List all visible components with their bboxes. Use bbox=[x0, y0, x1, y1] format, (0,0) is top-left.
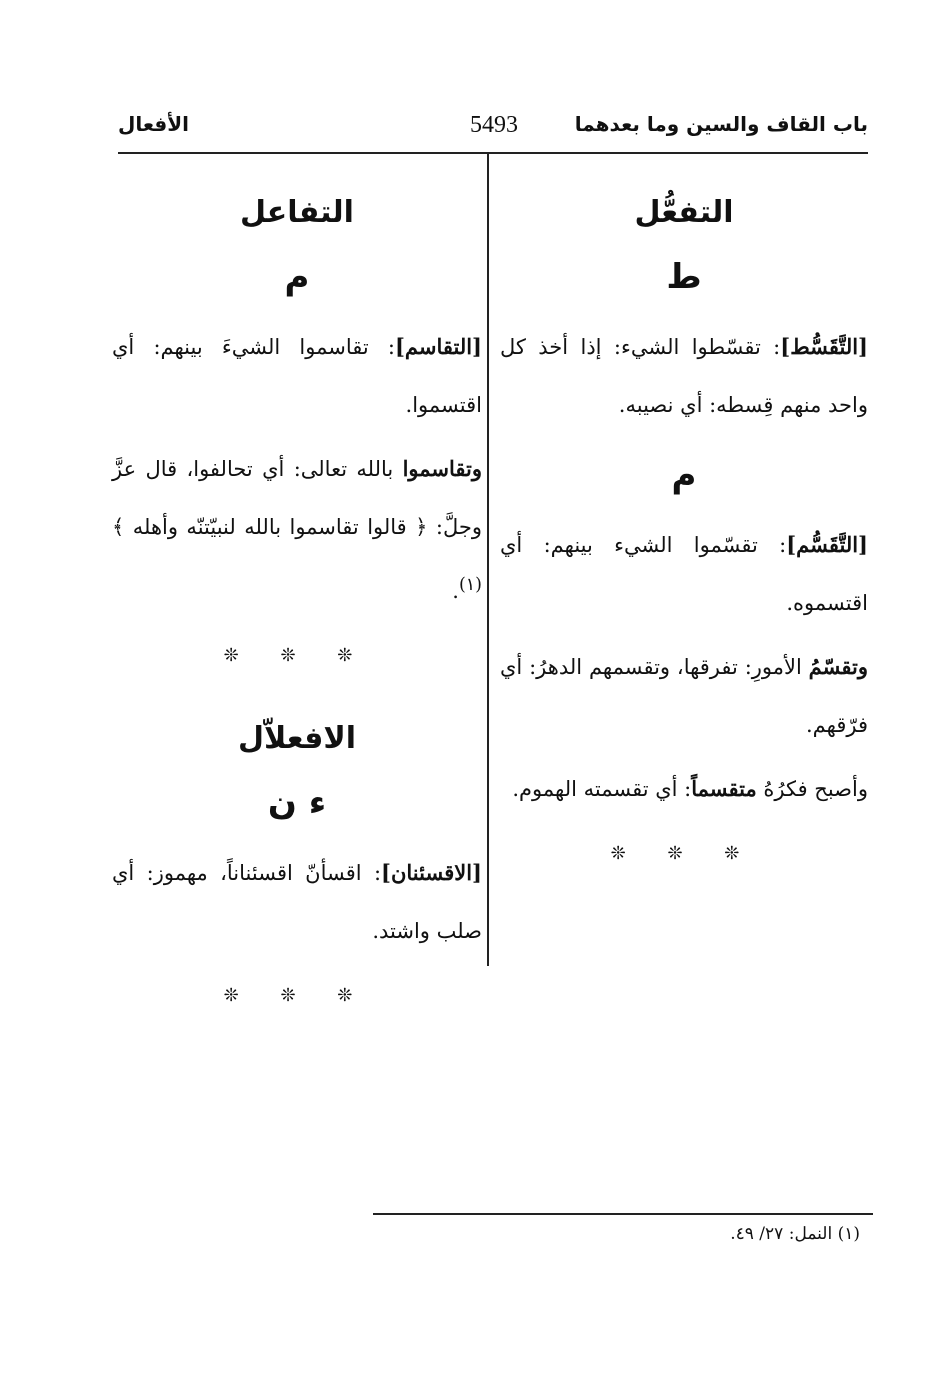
lemma: [التَّقَسُّط] bbox=[780, 334, 868, 359]
lemma: [الاقسئنان] bbox=[381, 860, 482, 885]
chapter-title: باب القاف والسين وما بعدهما bbox=[574, 112, 868, 136]
section-separator: ❊ ❊ ❊ bbox=[223, 985, 371, 1006]
entry-iqsinan bbox=[112, 844, 482, 960]
letter-heading-mim: م bbox=[671, 455, 697, 495]
lemma: [التَّقَسُّم] bbox=[786, 532, 868, 557]
entry-mutaqassim bbox=[500, 760, 868, 818]
letter-heading-mim: م bbox=[284, 257, 310, 297]
section-title-ifilal: الافعلاّل bbox=[237, 721, 356, 756]
section-separator: ❊ ❊ ❊ bbox=[610, 843, 758, 864]
period: . bbox=[452, 579, 459, 603]
lemma: متقسماً bbox=[691, 776, 757, 801]
definition: : اقسأنّ اقسئناناً، مهموز: أي صلب واشتد. bbox=[112, 861, 482, 943]
section-title-tafaul: التفعُّل bbox=[634, 195, 734, 230]
entry-taqassum-umur bbox=[500, 638, 868, 754]
section-separator: ❊ ❊ ❊ bbox=[223, 645, 371, 666]
definition-prefix: وأصبح فكرُهُ bbox=[756, 777, 868, 801]
header-rule bbox=[118, 152, 868, 154]
definition: : أي تقسمته الهموم. bbox=[512, 777, 692, 801]
section-title-tafaul-2: التفاعل bbox=[240, 195, 354, 230]
lemma: وتقسّمُ bbox=[808, 654, 868, 679]
right-column bbox=[500, 160, 868, 884]
page-number: 5493 bbox=[470, 112, 518, 138]
lemma: وتقاسموا bbox=[402, 456, 482, 481]
entry-taqasamu-billah bbox=[112, 440, 482, 620]
entry-taqasum bbox=[112, 318, 482, 434]
footnote-ref[interactable]: (١) bbox=[458, 575, 482, 595]
definition: بالله تعالى: أي تحالفوا، قال عزَّ وجلَّ: ﴿ قالوا تقاسموا بالله لنبيّتنّه وأهله ﴾ bbox=[112, 457, 482, 539]
definition: الأمورِ: تفرقها، وتقسمهم الدهرُ: أي فرّقهم. bbox=[500, 655, 868, 737]
footnote-rule bbox=[373, 1213, 873, 1215]
footnote: (١) النمل: ٢٧/ ٤٩. bbox=[730, 1224, 860, 1244]
left-column bbox=[112, 160, 482, 1026]
entry-taqassut bbox=[500, 318, 868, 434]
column-divider bbox=[487, 154, 489, 966]
letter-heading-ta: ط bbox=[666, 257, 702, 297]
definition: : تقسّموا الشيء بينهم: أي اقتسموه. bbox=[500, 533, 868, 615]
letter-heading-hamza-nun: ء ن bbox=[267, 783, 327, 823]
lemma: [التقاسم] bbox=[394, 334, 482, 359]
definition: : تقاسموا الشيءَ بينهم: أي اقتسموا. bbox=[112, 335, 482, 417]
section-name: الأفعال bbox=[118, 112, 189, 136]
definition: : تقسّطوا الشيء: إذا أخذ كل واحد منهم قِسطه: أي نصيبه. bbox=[500, 335, 868, 417]
entry-taqassum bbox=[500, 516, 868, 632]
